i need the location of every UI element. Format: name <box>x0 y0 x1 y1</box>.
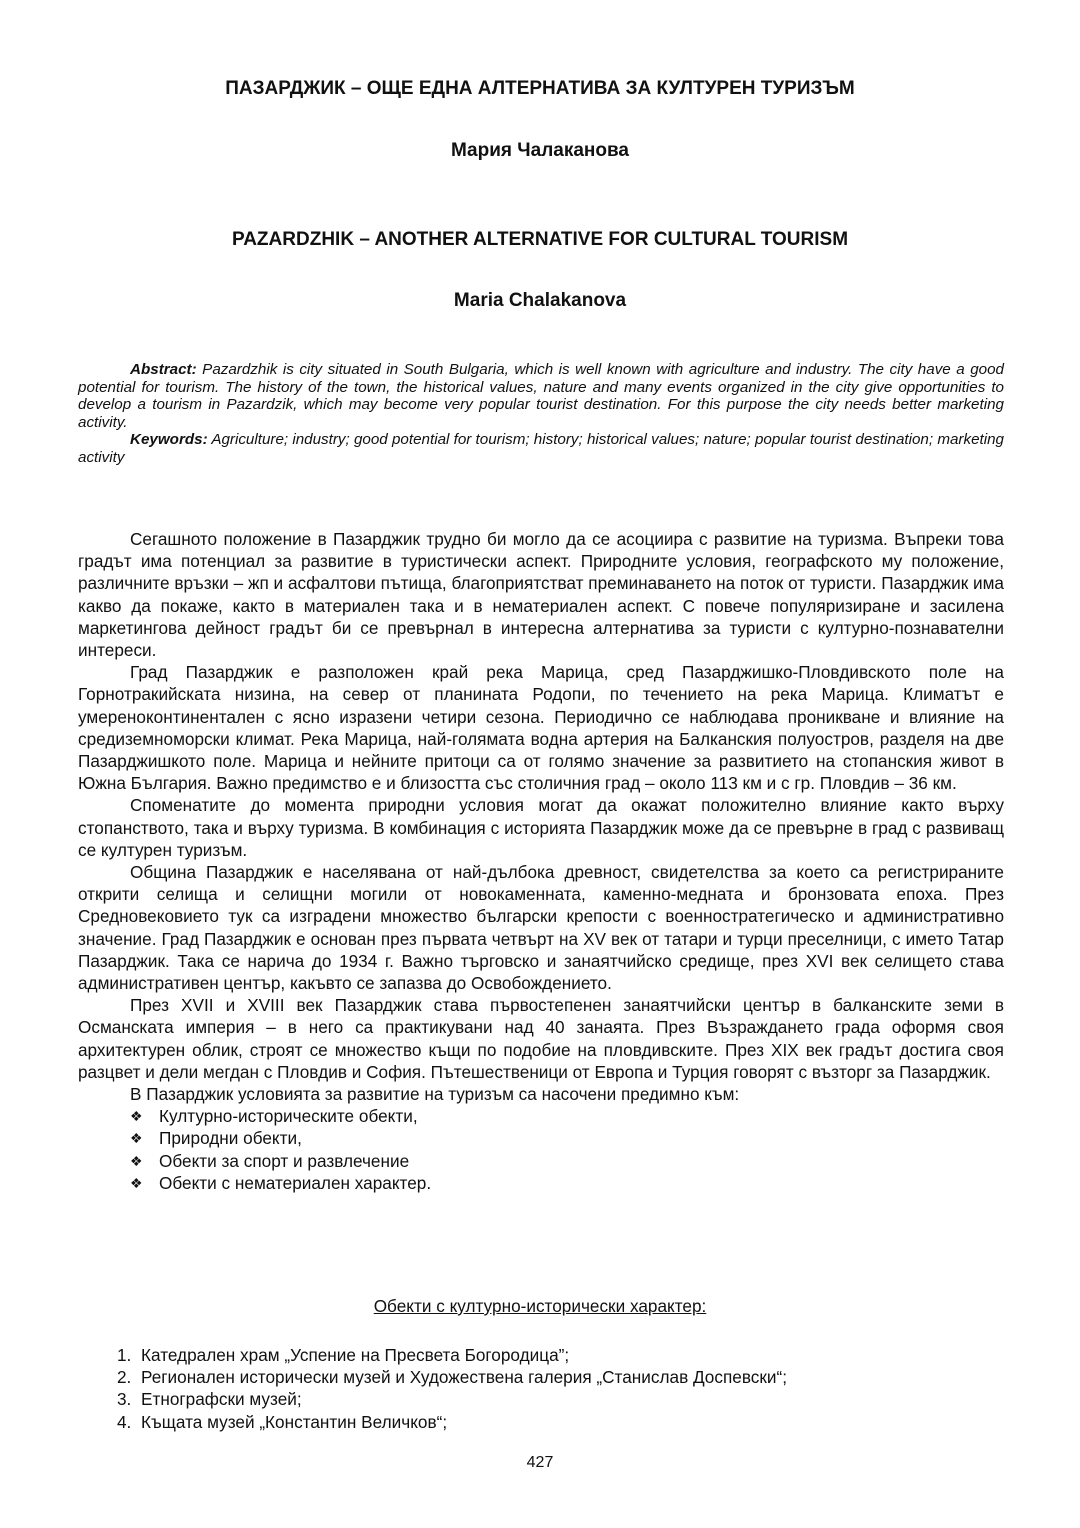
diamond-bullet-icon: ❖ <box>130 1108 143 1125</box>
title-english: PAZARDZHIK – ANOTHER ALTERNATIVE FOR CULTURAL TOURISM <box>231 229 849 250</box>
list-number: 3. <box>117 1389 132 1410</box>
keywords-text: Agriculture; industry; good potential for tourism; history; historical values; nature; popular tourist destination; marketing activity <box>78 431 1004 466</box>
bullet-list <box>78 1105 1004 1194</box>
list-item <box>118 1388 787 1410</box>
diamond-bullet-icon: ❖ <box>130 1152 143 1169</box>
author-english: Maria Chalakanova <box>453 290 627 311</box>
section-heading <box>0 1296 1080 1317</box>
list-item <box>130 1172 1004 1194</box>
paragraph: Споменатите до момента природни условия могат да окажат положително влияние както върху стопанството, така и върху туризма. В комбинация с историята Пазарджик може да се превърне в град с развиващ се културен туризъм. <box>78 795 1004 860</box>
diamond-bullet-icon: ❖ <box>130 1130 143 1147</box>
list-item-text: Регионален исторически музей и Художествена галерия „Станислав Доспевски“; <box>141 1367 787 1388</box>
list-item <box>118 1344 787 1366</box>
list-item-text: Културно-историческите обекти, <box>159 1106 418 1127</box>
list-item-text: Природни обекти, <box>159 1128 302 1149</box>
abstract-text: Pazardzhik is city situated in South Bulgaria, which is well known with agriculture and industry. The city have a good potential for tourism. The history of the town, the historical values, nature and many events organized in the city give opportunities to develop a tourism in Pazardzik, which may become very popular tourist destination. For this purpose the city needs better marketing activity. <box>78 361 1004 431</box>
page-number: 427 <box>526 1454 554 1471</box>
paragraph: Община Пазарджик е населявана от най-дълбока древност, свидетелства за което са регистрираните открити селища и селищни могили от новокаменната, каменно-медната и бронзовата епоха. През Средновековието тук са изградени множество български крепости с военностратегическо и административно значение. Град Пазарджик е основан през първата четвърт на XV век от татари и турци преселници, с името Татар Пазарджик. Така се нарича до 1934 г. Важно търговско и занаятчийско средище, през XVI век селището става административен център, какъвто се запазва до Освобождението. <box>78 862 1004 994</box>
abstract-block <box>78 361 1004 467</box>
list-number: 4. <box>117 1411 132 1432</box>
keywords-label: Keywords: <box>130 431 208 449</box>
paragraph: Град Пазарджик е разположен край река Марица, сред Пазарджишко-Пловдивското поле на Горнотракийската низина, на север от планината Родопи, по течението на река Марица. Климатът е умереноконтинентален с ясно изразени четири сезона. Периодично се наблюдава проникване и влияние на средиземноморски климат. Река Марица, най-голямата водна артерия на Балканския полуостров, разделя на две Пазарджишкото поле. Марица и нейните притоци са от голямо значение за развитието на стопанския живот в Южна България. Важно предимство е и близостта със столичния град – около 113 км и с гр. Пловдив – 36 км. <box>78 662 1004 794</box>
list-item-text: Къщата музей „Константин Величков“; <box>141 1411 448 1432</box>
list-item-text: Етнографски музей; <box>141 1389 302 1410</box>
list-item <box>130 1127 1004 1149</box>
paragraph: В Пазарджик условията за развитие на туризъм са насочени предимно към: <box>130 1084 740 1105</box>
list-item <box>130 1105 1004 1127</box>
list-item <box>130 1150 1004 1172</box>
paragraph: През XVII и XVIII век Пазарджик става първостепенен занаятчийски център в балканските земи в Османската империя – в него са практикувани над 40 занаята. През Възраждането града оформя своя архитектурен облик, строят се множество къщи по подобие на пловдивските. През XIX век градът достига своя разцвет и дели мегдан с Пловдив и София. Пътешественици от Европа и Турция говорят с възторг за Пазарджик. <box>78 995 1004 1082</box>
abstract-label: Abstract: <box>130 361 197 378</box>
list-item <box>118 1411 787 1433</box>
list-number: 2. <box>117 1367 132 1388</box>
numbered-list <box>118 1344 787 1433</box>
abstract-paragraph <box>78 361 1004 431</box>
body-text <box>78 528 1004 1194</box>
list-item-text: Катедрален храм „Успение на Пресвета Богородица”; <box>141 1345 570 1365</box>
list-item-text: Обекти с нематериален характер. <box>159 1172 432 1193</box>
diamond-bullet-icon: ❖ <box>130 1174 143 1191</box>
list-item <box>118 1366 787 1388</box>
section-heading-text: Обекти с културно-исторически характер: <box>373 1296 707 1316</box>
author-bulgarian: Мария Чалаканова <box>451 140 629 161</box>
list-item-text: Обекти за спорт и развлечение <box>159 1150 410 1171</box>
list-number: 1. <box>117 1345 132 1365</box>
title-bulgarian: ПАЗАРДЖИК – ОЩЕ ЕДНА АЛТЕРНАТИВА ЗА КУЛТУРЕН ТУРИЗЪМ <box>225 78 855 99</box>
paragraph: Сегашното положение в Пазарджик трудно би могло да се асоциира с развитие на туризма. Въпреки това градът има потенциал за развитие в туристически аспект. Природните условия, географското му положение, различните връзки – жп и асфалтови пътища, благоприятстват преминаването на поток от туристи. Пазарджик има какво да покаже, както в материален така и в нематериален аспект. С повече популяризиране и засилена маркетингова дейност градът би се превърнал в интересна алтернатива за туристи с културно-познавателни интереси. <box>78 529 1004 661</box>
keywords-paragraph <box>78 431 1004 466</box>
